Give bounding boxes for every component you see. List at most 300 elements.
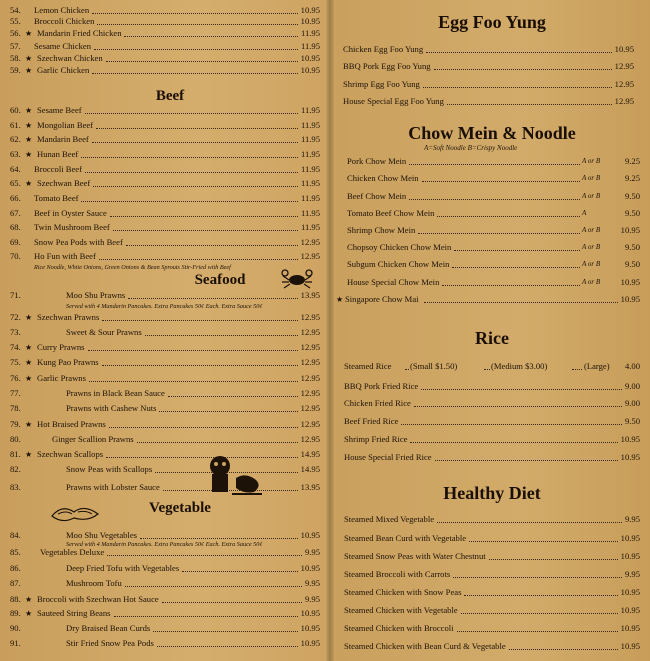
item-name: Ginger Scallion Prawns — [52, 434, 134, 444]
item-name: Chicken Fried Rice — [344, 398, 411, 408]
item-name: House Special Fried Rice — [344, 452, 432, 462]
leader — [182, 562, 297, 572]
page-fold — [326, 0, 334, 661]
leader — [162, 593, 302, 603]
item-name: Moo Shu Vegetables — [66, 530, 137, 540]
item-price: 11.95 — [300, 28, 320, 38]
item-price: 12.95 — [614, 61, 634, 71]
item-name: Steamed Snow Peas with Water Chestnut — [344, 551, 486, 561]
item-name: Pork Chow Mein — [347, 156, 407, 166]
item-number: 76. — [10, 373, 21, 383]
menu-item — [334, 513, 640, 526]
menu-item — [334, 586, 640, 599]
item-name: Mongolian Beef — [37, 120, 94, 130]
rice-heading: Rice — [475, 328, 509, 348]
star-icon: ★ — [25, 420, 33, 429]
item-number: 71. — [10, 290, 21, 300]
steamed-rice-price: 4.00 — [624, 361, 640, 371]
beef-note: Rice Noodle, White Onions, Green Onions & Bean Sprouts Stir-Fried with Beef — [34, 264, 231, 271]
item-name: Steamed Chicken with Bean Curd & Vegetable — [344, 641, 506, 651]
menu-item — [334, 155, 640, 168]
item-number: 54. — [10, 5, 21, 15]
item-name: Sweet & Sour Prawns — [66, 327, 142, 337]
item-price: 12.95 — [300, 327, 320, 337]
leader — [137, 433, 298, 443]
leader — [145, 326, 298, 336]
menu-item — [0, 119, 320, 132]
item-name: Singapore Chow Mai — [345, 294, 419, 304]
menu-item — [334, 241, 640, 254]
leader — [410, 433, 617, 443]
chow-mein-heading: Chow Mein & Noodle — [408, 123, 576, 143]
item-price: 11.95 — [300, 41, 320, 51]
item-price: 10.95 — [620, 277, 640, 287]
leader — [442, 276, 580, 286]
item-name: Tomato Beef — [34, 193, 79, 203]
menu-item — [0, 481, 320, 494]
menu-item — [0, 192, 320, 205]
menu-item — [0, 637, 320, 650]
leader — [159, 402, 297, 412]
menu-item — [334, 207, 640, 220]
item-price: 11.95 — [300, 120, 320, 130]
item-number: 56. — [10, 28, 21, 38]
menu-item — [334, 622, 640, 635]
item-name: Garlic Prawns — [37, 373, 86, 383]
item-name: Hot Braised Prawns — [37, 419, 106, 429]
leader — [447, 95, 611, 105]
item-number: 81. — [10, 449, 21, 459]
item-name: Steamed Broccoli with Carrots — [344, 569, 451, 579]
leader — [426, 43, 611, 53]
item-number: 55. — [10, 16, 21, 26]
item-price: 9.25 — [624, 173, 640, 183]
item-name: Szechwan Scallops — [37, 449, 104, 459]
star-icon: ★ — [25, 29, 33, 38]
star-icon: ★ — [25, 609, 33, 618]
item-name: Deep Fried Tofu with Vegetables — [66, 563, 180, 573]
menu-item — [0, 356, 320, 369]
menu-item — [334, 293, 640, 306]
item-name: Chicken Chow Mein — [347, 173, 419, 183]
item-name: Sauteed String Beans — [37, 608, 111, 618]
item-name: Kung Pao Prawns — [37, 357, 99, 367]
item-price: 10.95 — [300, 623, 320, 633]
steamed-rice-medium: (Medium $3.00) — [491, 361, 548, 371]
menu-item — [0, 607, 320, 620]
item-price: 12.95 — [300, 357, 320, 367]
menu-item — [334, 604, 640, 617]
seafood-note: Served with 4 Mandarin Pancakes. Extra Pancakes 50¢ Each. Extra Sauce 50¢ — [66, 303, 263, 310]
item-price: 9.95 — [304, 594, 320, 604]
item-number: 72. — [10, 312, 21, 322]
item-name: Sesame Chicken — [34, 41, 92, 51]
menu-item — [0, 372, 320, 385]
menu-item — [334, 95, 634, 108]
item-price: 12.95 — [300, 251, 320, 261]
item-price: 10.95 — [300, 16, 320, 26]
leader — [102, 311, 297, 321]
item-price: 13.95 — [300, 482, 320, 492]
item-name: Snow Peas with Scallops — [66, 464, 153, 474]
menu-item — [0, 326, 320, 339]
leader — [157, 637, 298, 647]
leader — [437, 207, 580, 217]
leader — [464, 586, 617, 596]
menu-item — [0, 341, 320, 354]
menu-item — [0, 577, 320, 590]
menu-item — [0, 289, 320, 302]
menu-item — [0, 163, 320, 176]
item-number: 70. — [10, 251, 21, 261]
item-number: 80. — [10, 434, 21, 444]
menu-item — [334, 433, 640, 446]
item-number: 58. — [10, 53, 21, 63]
item-name: Dry Braised Bean Curds — [66, 623, 151, 633]
item-number: 78. — [10, 403, 21, 413]
star-icon: ★ — [25, 343, 33, 352]
item-name: Snow Pea Pods with Beef — [34, 237, 123, 247]
steamed-rice-row — [344, 360, 640, 373]
item-number: 64. — [10, 164, 21, 174]
leader — [89, 372, 298, 382]
star-icon: ★ — [25, 66, 33, 75]
item-number: 63. — [10, 149, 21, 159]
menu-item — [0, 27, 320, 40]
leader — [99, 250, 298, 260]
item-name: Prawns in Black Bean Sauce — [66, 388, 165, 398]
leader — [106, 52, 298, 62]
steamed-rice-name: Steamed Rice — [344, 361, 392, 371]
menu-item — [334, 60, 634, 73]
leader — [461, 604, 618, 614]
item-number: 86. — [10, 563, 21, 573]
leader — [153, 622, 297, 632]
vegetable-note: Served with 4 Mandarin Pancakes. Extra Pancakes 50¢ Each. Extra Sauce 50¢ — [66, 541, 263, 548]
item-price: 10.95 — [300, 608, 320, 618]
item-number: 65. — [10, 178, 21, 188]
healthy-diet-heading: Healthy Diet — [443, 483, 541, 503]
item-number: 69. — [10, 237, 21, 247]
item-price: 14.95 — [300, 464, 320, 474]
item-name: Curry Prawns — [37, 342, 85, 352]
item-name: Lemon Chicken — [34, 5, 90, 15]
item-number: 73. — [10, 327, 21, 337]
item-price: 10.95 — [620, 434, 640, 444]
item-price: 10.95 — [620, 605, 640, 615]
crab-illustration — [280, 268, 314, 290]
item-name: Shrimp Egg Foo Yung — [343, 79, 420, 89]
menu-item — [334, 172, 640, 185]
item-name: Subgum Chicken Chow Mein — [347, 259, 450, 269]
menu-item — [0, 221, 320, 234]
menu-item — [0, 250, 320, 263]
menu-item — [0, 402, 320, 415]
leader — [454, 241, 580, 251]
item-price: 9.95 — [624, 514, 640, 524]
star-icon: ★ — [25, 313, 33, 322]
leader — [110, 207, 298, 217]
menu-item — [334, 451, 640, 464]
steamed-rice-small: (Small $1.50) — [410, 361, 458, 371]
menu-item — [334, 224, 640, 237]
item-price: 9.50 — [624, 191, 640, 201]
star-icon: ★ — [25, 150, 33, 159]
item-price: 9.95 — [304, 578, 320, 588]
item-number: 79. — [10, 419, 21, 429]
item-name: Szechwan Chicken — [37, 53, 103, 63]
menu-item — [0, 148, 320, 161]
item-price: 12.95 — [614, 79, 634, 89]
item-name: Steamed Bean Curd with Vegetable — [344, 533, 467, 543]
menu-item — [0, 418, 320, 431]
item-name: Tomato Beef Chow Mein — [347, 208, 435, 218]
item-price: 10.95 — [620, 452, 640, 462]
item-name: Beef in Oyster Sauce — [34, 208, 107, 218]
leader — [434, 60, 612, 70]
item-number: 61. — [10, 120, 21, 130]
item-number: 60. — [10, 105, 21, 115]
item-price: 12.95 — [614, 96, 634, 106]
item-price: 10.95 — [620, 294, 640, 304]
item-price: 10.95 — [300, 638, 320, 648]
item-name: Sesame Beef — [37, 105, 82, 115]
item-name: Mandarin Fried Chicken — [37, 28, 122, 38]
menu-item — [334, 78, 634, 91]
item-name: Prawns with Cashew Nuts — [66, 403, 157, 413]
item-name: Chopsoy Chicken Chow Mein — [347, 242, 452, 252]
menu-item — [0, 593, 320, 606]
noodle-option: A or B — [582, 243, 601, 251]
noodle-option: A or B — [582, 157, 601, 165]
leader — [437, 513, 622, 523]
star-icon: ★ — [25, 595, 33, 604]
leader — [424, 293, 618, 303]
item-number: 66. — [10, 193, 21, 203]
item-number: 59. — [10, 65, 21, 75]
leader — [109, 418, 298, 428]
leader — [102, 356, 298, 366]
item-price: 10.95 — [620, 551, 640, 561]
leader — [96, 119, 298, 129]
menu-item — [0, 311, 320, 324]
item-name: Broccoli Beef — [34, 164, 82, 174]
item-price: 9.95 — [304, 547, 320, 557]
leader — [423, 78, 612, 88]
item-number: 75. — [10, 357, 21, 367]
item-name: House Special Egg Foo Yung — [343, 96, 444, 106]
item-price: 11.95 — [300, 208, 320, 218]
leader — [484, 360, 490, 370]
star-icon: ★ — [25, 54, 33, 63]
item-number: 74. — [10, 342, 21, 352]
seafood-heading: Seafood — [194, 272, 246, 288]
item-number: 84. — [10, 530, 21, 540]
item-price: 13.95 — [300, 290, 320, 300]
item-price: 9.95 — [624, 569, 640, 579]
star-icon: ★ — [25, 358, 33, 367]
item-price: 12.95 — [300, 403, 320, 413]
menu-item — [0, 104, 320, 117]
item-price: 10.95 — [300, 5, 320, 15]
item-price: 9.50 — [624, 416, 640, 426]
item-price: 12.95 — [300, 237, 320, 247]
menu-item — [334, 550, 640, 563]
item-name: Shrimp Chow Mein — [347, 225, 416, 235]
leader — [92, 4, 298, 14]
leader — [405, 360, 409, 370]
leader — [453, 568, 622, 578]
item-price: 11.95 — [300, 193, 320, 203]
leader — [418, 224, 580, 234]
star-icon: ★ — [25, 450, 33, 459]
item-number: 68. — [10, 222, 21, 232]
menu-item — [0, 433, 320, 446]
menu-item — [334, 532, 640, 545]
menu-item — [0, 463, 320, 476]
leader — [469, 532, 617, 542]
item-name: Szechwan Prawns — [37, 312, 100, 322]
leader — [168, 387, 298, 397]
leader — [414, 397, 622, 407]
item-name: Steamed Chicken with Broccoli — [344, 623, 454, 633]
vegetable-illustration — [48, 500, 102, 524]
item-name: Moo Shu Prawns — [66, 290, 126, 300]
leader — [509, 640, 618, 650]
star-icon: ★ — [25, 135, 33, 144]
leader — [457, 622, 618, 632]
menu-item — [334, 415, 640, 428]
beef-heading: Beef — [155, 88, 185, 104]
menu-item — [0, 133, 320, 146]
item-price: 11.95 — [300, 178, 320, 188]
item-price: 12.95 — [300, 419, 320, 429]
item-price: 10.95 — [620, 641, 640, 651]
menu-item — [0, 387, 320, 400]
item-name: Hunan Beef — [37, 149, 79, 159]
noodle-option: A or B — [582, 174, 601, 182]
menu-item — [334, 190, 640, 203]
menu-item — [334, 380, 640, 393]
item-name: Beef Chow Mein — [347, 191, 407, 201]
menu-item — [0, 177, 320, 190]
item-name: Steamed Chicken with Vegetable — [344, 605, 458, 615]
leader — [409, 155, 580, 165]
item-name: Mushroom Tofu — [66, 578, 122, 588]
noodle-option: A or B — [582, 260, 601, 268]
item-price: 9.00 — [624, 398, 640, 408]
item-name: Mandarin Beef — [37, 134, 89, 144]
leader — [85, 163, 298, 173]
item-price: 9.25 — [624, 156, 640, 166]
leader — [85, 104, 298, 114]
item-price: 11.95 — [300, 222, 320, 232]
item-number: 57. — [10, 41, 21, 51]
item-price: 11.95 — [300, 164, 320, 174]
item-price: 12.95 — [300, 388, 320, 398]
item-number: 82. — [10, 464, 21, 474]
leader — [140, 529, 298, 539]
item-name: Broccoli Chicken — [34, 16, 95, 26]
item-price: 10.95 — [300, 53, 320, 63]
leader — [435, 451, 618, 461]
item-number: 88. — [10, 594, 21, 604]
leader — [452, 258, 580, 268]
leader — [93, 177, 298, 187]
item-price: 10.95 — [300, 563, 320, 573]
steamed-rice-large: (Large) — [584, 361, 610, 371]
leader — [97, 15, 297, 25]
item-name: BBQ Pork Egg Foo Yung — [343, 61, 431, 71]
menu-item — [0, 236, 320, 249]
leader — [572, 360, 582, 370]
leader — [92, 64, 297, 74]
leader — [128, 289, 297, 299]
lobster-illustration — [196, 454, 266, 498]
item-price: 11.95 — [300, 134, 320, 144]
item-price: 9.50 — [624, 208, 640, 218]
item-name: Beef Fried Rice — [344, 416, 399, 426]
item-price: 10.95 — [620, 623, 640, 633]
leader — [125, 577, 302, 587]
menu-item — [334, 276, 640, 289]
item-name: Ho Fun with Beef — [34, 251, 96, 261]
item-price: 10.95 — [620, 533, 640, 543]
item-name: Prawns with Lobster Sauce — [66, 482, 160, 492]
item-number: 89. — [10, 608, 21, 618]
item-name: BBQ Pork Fried Rice — [344, 381, 419, 391]
egg-foo-yung-heading: Egg Foo Yung — [438, 12, 546, 32]
item-number: 87. — [10, 578, 21, 588]
noodle-option: A or B — [582, 192, 601, 200]
item-price: 10.95 — [300, 65, 320, 75]
leader — [422, 172, 580, 182]
menu-item — [0, 622, 320, 635]
item-number: 62. — [10, 134, 21, 144]
leader — [489, 550, 618, 560]
leader — [81, 192, 297, 202]
item-price: 10.95 — [614, 44, 634, 54]
menu-item — [334, 568, 640, 581]
item-price: 12.95 — [300, 312, 320, 322]
item-number: 67. — [10, 208, 21, 218]
item-number: 90. — [10, 623, 21, 633]
item-name: Szechwan Beef — [37, 178, 91, 188]
menu-item — [0, 562, 320, 575]
star-icon: ★ — [336, 295, 344, 304]
item-number: 83. — [10, 482, 21, 492]
menu-item — [334, 640, 640, 653]
item-name: Steamed Chicken with Snow Peas — [344, 587, 462, 597]
menu-item — [334, 397, 640, 410]
item-number: 91. — [10, 638, 21, 648]
menu-item — [334, 258, 640, 271]
leader — [94, 40, 298, 50]
item-price: 9.50 — [624, 242, 640, 252]
item-name: Shrimp Fried Rice — [344, 434, 408, 444]
item-price: 12.95 — [300, 342, 320, 352]
item-price: 9.50 — [624, 259, 640, 269]
item-price: 12.95 — [300, 434, 320, 444]
item-price: 10.95 — [300, 530, 320, 540]
leader — [92, 133, 298, 143]
leader — [88, 341, 298, 351]
vegetable-heading: Vegetable — [149, 500, 211, 516]
leader — [421, 380, 622, 390]
leader — [409, 190, 580, 200]
chow-mein-subtitle: A=Soft Noodle B=Crispy Noodle — [424, 144, 518, 152]
item-name: Twin Mushroom Beef — [34, 222, 110, 232]
